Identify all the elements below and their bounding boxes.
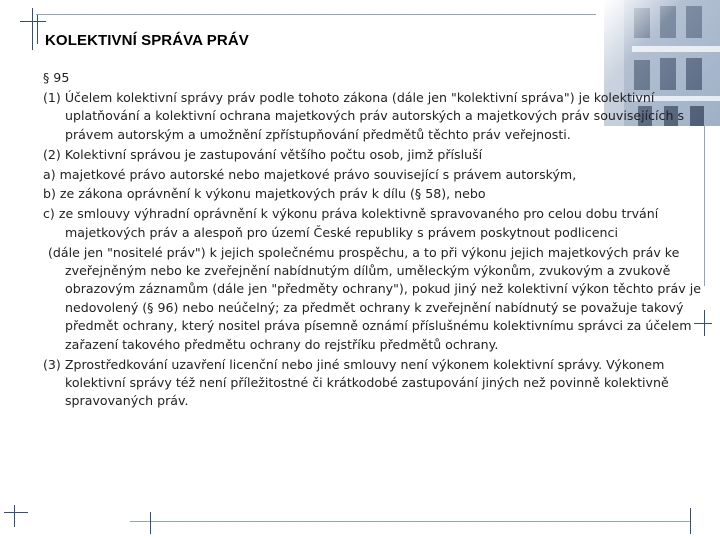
- decor-line-top: [36, 14, 596, 15]
- list-item-c: c) ze smlouvy výhradní oprávnění k výkonu práva kolektivně spravovaného pro celou dobu trvání majetkových práv a alespoň pro území České republiky s právem poskytnout podlicenci: [43, 206, 659, 240]
- list-item-a: a) majetkové právo autorské nebo majetkové právo související s právem autorským,: [43, 166, 577, 182]
- decor-line-left-top-2: [37, 14, 38, 44]
- page-title: KOLEKTIVNÍ SPRÁVA PRÁV: [45, 32, 249, 49]
- decor-cross-bottom-left-v: [14, 505, 15, 527]
- decor-line-bottom-right: [690, 508, 691, 534]
- section-number: § 95: [43, 70, 70, 85]
- paragraph-continuation: (dále jen "nositelé práv") k jejich společnému prospěchu, a to při výkonu jejich majetkových práv ke zveřejněným nebo ke zveřejnění nabídnutým dílům, uměleckým výkonům, zvukovým a zvukově obrazovým záznamům (dále jen "předměty ochrany"), pokud jiný než kolektivní výkon těchto práv je nedovolený (§ 96) nebo neúčelný; za předmět ochrany k zveřejnění nabídnutý se považuje takový předmět ochrany, který nositel práva písemně oznámí příslušnému kolektivnímu správci za účelem zařazení takového předmětu ochrany do rejstříku předmětů ochrany.: [48, 244, 701, 352]
- document-body: [43, 69, 705, 412]
- paragraph-2: (2) Kolektivní správou je zastupování většího počtu osob, jimž přísluší: [43, 146, 483, 162]
- decor-line-bottom-left: [150, 512, 151, 534]
- decor-line-left-top: [32, 8, 33, 50]
- decor-line-bottom: [130, 521, 690, 522]
- paragraph-1: (1) Účelem kolektivní správy práv podle tohoto zákona (dále jen "kolektivní správa") je kolektivní uplatňování a kolektivní ochrana majetkových práv autorských a majetkových práv souvisejících s právem autorským a umožnění zpřístupňování předmětů těchto práv veřejnosti.: [43, 89, 685, 142]
- decor-line-top-left: [20, 21, 46, 22]
- list-item-b: b) ze zákona oprávnění k výkonu majetkových práv k dílu (§ 58), nebo: [43, 186, 486, 202]
- decor-cross-bottom-left: [4, 512, 28, 513]
- paragraph-3: (3) Zprostředkování uzavření licenční nebo jiné smlouvy není výkonem kolektivní správy. Výkonem kolektivní správy též není příležitostné či krátkodobé zastupování jiných než povinně kolektivně spravovaných práv.: [43, 356, 669, 409]
